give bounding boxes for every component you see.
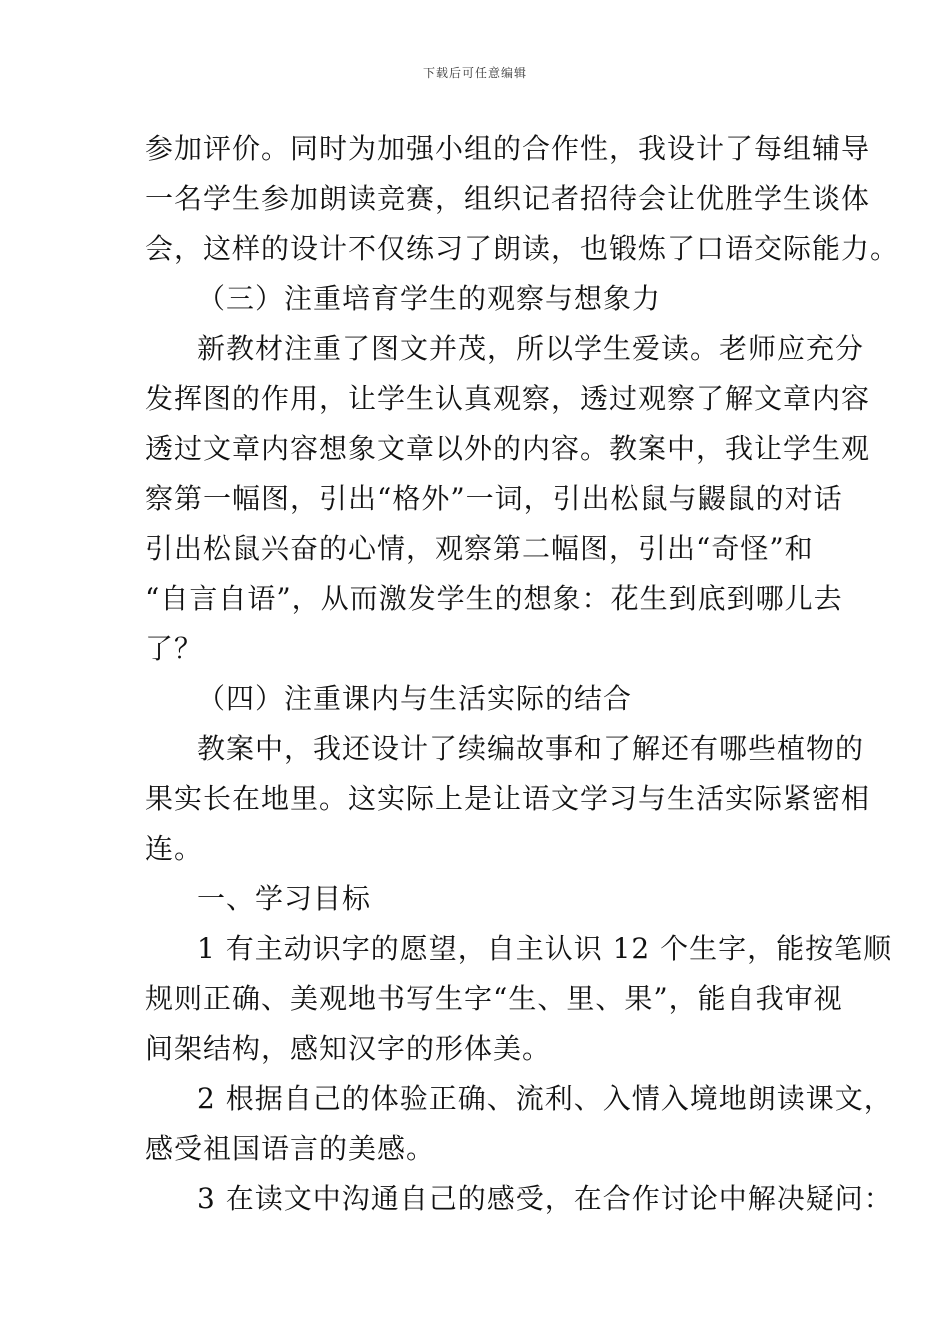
text-line: 规则正确、美观地书写生字“生、里、果”，能自我审视 (145, 982, 843, 1015)
text-line: 教案中，我还设计了续编故事和了解还有哪些植物的 (197, 732, 865, 765)
text-line: 连。 (145, 832, 204, 865)
text-line: 1 有主动识字的愿望，自主认识 12 个生字，能按笔顺 (197, 932, 893, 965)
text-line: 察第一幅图，引出“格外”一词，引出松鼠与鼹鼠的对话 (145, 482, 843, 515)
text-line: 2 根据自己的体验正确、流利、入情入境地朗读课文， (197, 1082, 893, 1115)
section-heading: （四）注重课内与生活实际的结合 (197, 682, 633, 715)
text-line: 一名学生参加朗读竞赛，组织记者招待会让优胜学生谈体 (145, 182, 871, 215)
text-line: 参加评价。同时为加强小组的合作性，我设计了每组辅导 (145, 132, 871, 165)
text-line: “自言自语”，从而激发学生的想象：花生到底到哪儿去 (145, 582, 843, 615)
text-line: 3 在读文中沟通自己的感受，在合作讨论中解决疑问： (197, 1182, 893, 1215)
text-line: 发挥图的作用，让学生认真观察，透过观察了解文章内容 (145, 382, 871, 415)
section-heading: 一、学习目标 (197, 882, 372, 915)
text-line: 引出松鼠兴奋的心情，观察第二幅图，引出“奇怪”和 (145, 532, 814, 565)
text-line: 会，这样的设计不仅练习了朗读，也锻炼了口语交际能力。 (145, 232, 900, 265)
text-line: 透过文章内容想象文章以外的内容。教案中，我让学生观 (145, 432, 871, 465)
page-header: 下载后可任意编辑 (422, 66, 527, 80)
text-line: 果实长在地里。这实际上是让语文学习与生活实际紧密相 (145, 782, 871, 815)
section-heading: （三）注重培育学生的观察与想象力 (197, 282, 662, 315)
text-line: 了？ (145, 632, 204, 665)
text-line: 感受祖国语言的美感。 (145, 1132, 436, 1165)
text-line: 间架结构，感知汉字的形体美。 (145, 1032, 552, 1065)
text-line: 新教材注重了图文并茂，所以学生爱读。老师应充分 (197, 332, 865, 365)
